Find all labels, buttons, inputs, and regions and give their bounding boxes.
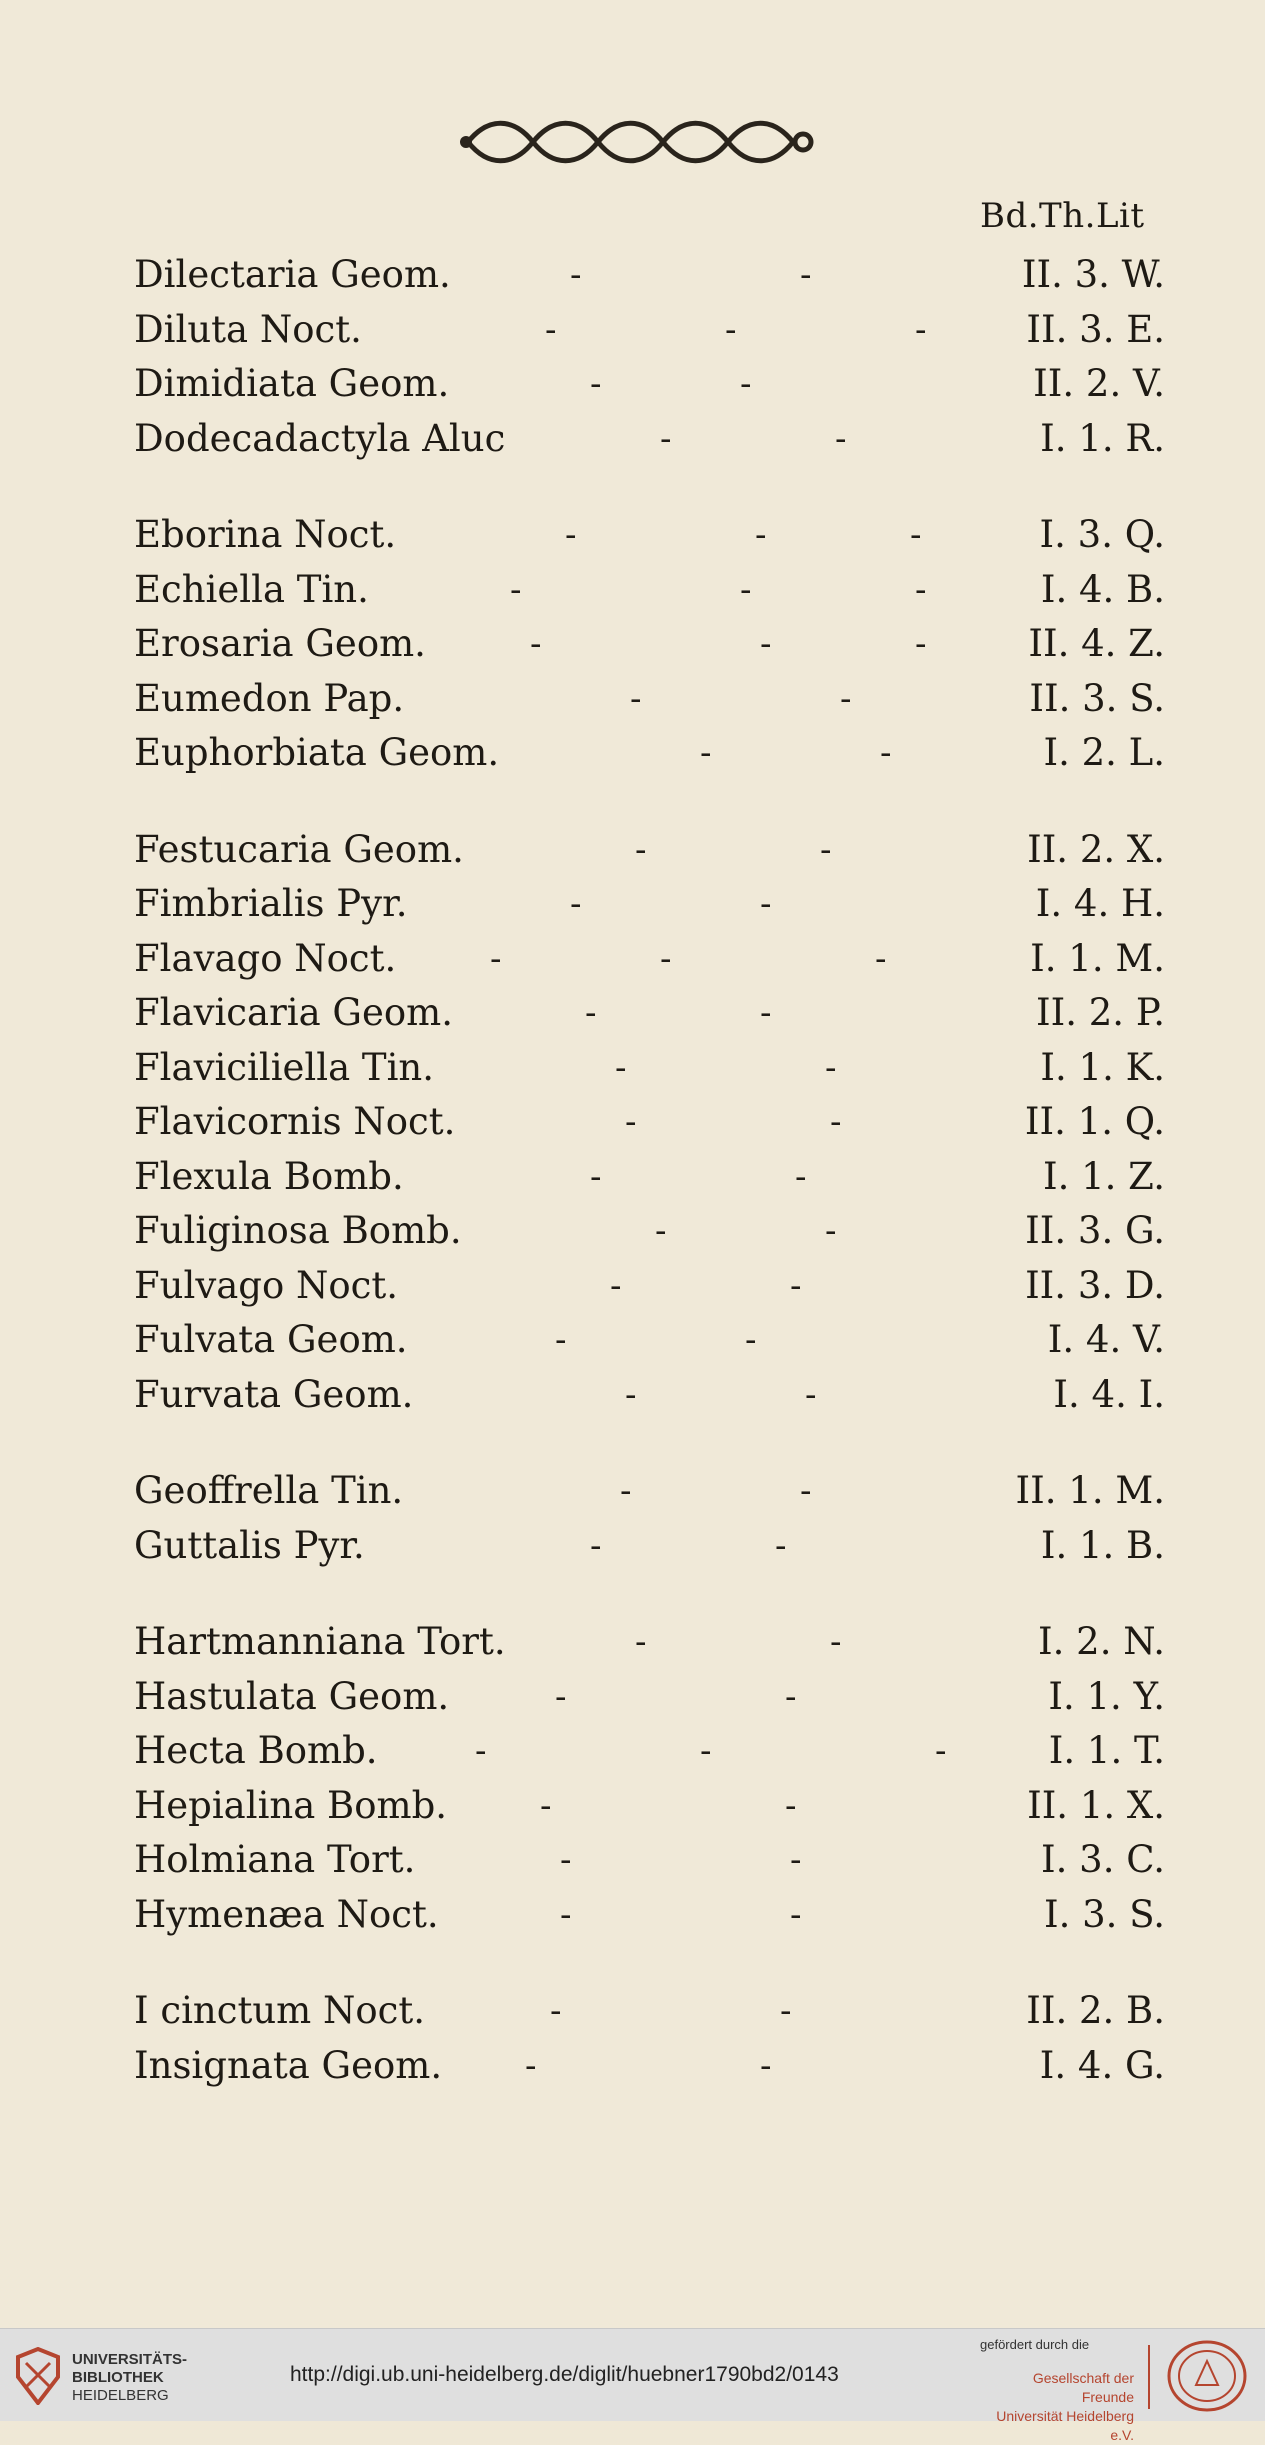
list-item <box>0 1726 1265 1776</box>
list-item <box>0 1672 1265 1722</box>
university-seal-icon <box>1166 2339 1248 2413</box>
species-name: Holmiana Tort. <box>134 1838 416 1881</box>
species-name: Flexula Bomb. <box>134 1155 404 1198</box>
leader-dash: - <box>760 624 772 664</box>
leader-dash: - <box>800 1471 812 1511</box>
volume-reference: II. 3. E. <box>1026 308 1165 351</box>
library-name <box>72 2351 187 2405</box>
list-item <box>0 1890 1265 1940</box>
volume-reference: I. 2. N. <box>1038 1620 1165 1663</box>
volume-reference: II. 1. X. <box>1027 1784 1165 1827</box>
ornament-icon <box>458 112 820 172</box>
species-name: Geoffrella Tin. <box>134 1469 404 1512</box>
species-name: Erosaria Geom. <box>134 622 426 665</box>
leader-dash: - <box>795 1157 807 1197</box>
volume-reference: II. 3. W. <box>1021 253 1165 296</box>
leader-dash: - <box>875 939 887 979</box>
volume-reference: I. 4. B. <box>1040 568 1165 611</box>
species-name: I cinctum Noct. <box>134 1989 426 2032</box>
leader-dash: - <box>800 255 812 295</box>
volume-reference: II. 3. S. <box>1029 677 1165 720</box>
library-line-3: HEIDELBERG <box>72 2387 169 2404</box>
volume-reference: II. 2. P. <box>1036 991 1165 1034</box>
leader-dash: - <box>910 515 922 555</box>
footer-bar <box>0 2328 1265 2443</box>
volume-reference: I. 3. C. <box>1041 1838 1165 1881</box>
volume-reference: II. 2. V. <box>1033 362 1165 405</box>
list-item <box>0 1466 1265 1516</box>
leader-dash: - <box>560 1895 572 1935</box>
list-item <box>0 619 1265 669</box>
list-item <box>0 825 1265 875</box>
list-item <box>0 1521 1265 1571</box>
volume-reference: I. 4. G. <box>1039 2044 1165 2087</box>
leader-dash: - <box>660 939 672 979</box>
volume-reference: I. 1. R. <box>1040 417 1165 460</box>
leader-dash: - <box>745 1320 757 1360</box>
leader-dash: - <box>655 1211 667 1251</box>
species-name: Flavicornis Noct. <box>134 1100 456 1143</box>
leader-dash: - <box>915 310 927 350</box>
species-name: Diluta Noct. <box>134 308 362 351</box>
leader-dash: - <box>785 1677 797 1717</box>
list-item <box>0 1206 1265 1256</box>
list-item <box>0 1617 1265 1667</box>
leader-dash: - <box>790 1895 802 1935</box>
volume-reference: II. 1. Q. <box>1024 1100 1165 1143</box>
list-item <box>0 305 1265 355</box>
column-header: Bd.Th.Lit <box>980 196 1145 236</box>
leader-dash: - <box>530 624 542 664</box>
species-name: Fuliginosa Bomb. <box>134 1209 462 1252</box>
library-logo-icon <box>14 2347 62 2405</box>
list-item <box>0 1315 1265 1365</box>
library-line-2: BIBLIOTHEK <box>72 2369 164 2386</box>
leader-dash: - <box>790 1840 802 1880</box>
leader-dash: - <box>630 679 642 719</box>
leader-dash: - <box>555 1320 567 1360</box>
list-item <box>0 1097 1265 1147</box>
species-name: Euphorbiata Geom. <box>134 731 500 774</box>
leader-dash: - <box>585 993 597 1033</box>
leader-dash: - <box>835 419 847 459</box>
society-name <box>982 2369 1134 2445</box>
leader-dash: - <box>490 939 502 979</box>
list-item <box>0 565 1265 615</box>
volume-reference: I. 4. H. <box>1035 882 1165 925</box>
leader-dash: - <box>625 1375 637 1415</box>
leader-dash: - <box>565 515 577 555</box>
list-item <box>0 934 1265 984</box>
species-name: Eumedon Pap. <box>134 677 405 720</box>
species-name: Hastulata Geom. <box>134 1675 450 1718</box>
list-item <box>0 1261 1265 1311</box>
list-item <box>0 1986 1265 2036</box>
species-name: Dilectaria Geom. <box>134 253 451 296</box>
volume-reference: II. 4. Z. <box>1028 622 1165 665</box>
list-item <box>0 988 1265 1038</box>
species-name: Guttalis Pyr. <box>134 1524 365 1567</box>
society-line-2: Universität Heidelberg e.V. <box>996 2408 1134 2443</box>
volume-reference: I. 3. Q. <box>1039 513 1165 556</box>
volume-reference: I. 3. S. <box>1044 1893 1165 1936</box>
species-name: Flavicaria Geom. <box>134 991 453 1034</box>
leader-dash: - <box>620 1471 632 1511</box>
species-name: Echiella Tin. <box>134 568 369 611</box>
species-name: Fulvago Noct. <box>134 1264 399 1307</box>
species-name: Insignata Geom. <box>134 2044 443 2087</box>
volume-reference: II. 3. G. <box>1025 1209 1165 1252</box>
list-item <box>0 250 1265 300</box>
leader-dash: - <box>700 1731 712 1771</box>
volume-reference: I. 2. L. <box>1043 731 1165 774</box>
leader-dash: - <box>635 830 647 870</box>
leader-dash: - <box>760 884 772 924</box>
leader-dash: - <box>790 1266 802 1306</box>
leader-dash: - <box>935 1731 947 1771</box>
list-item <box>0 2041 1265 2091</box>
leader-dash: - <box>590 1526 602 1566</box>
list-item <box>0 1043 1265 1093</box>
leader-dash: - <box>825 1048 837 1088</box>
leader-dash: - <box>760 2046 772 2086</box>
leader-dash: - <box>590 1157 602 1197</box>
leader-dash: - <box>590 364 602 404</box>
list-item <box>0 359 1265 409</box>
volume-reference: II. 1. M. <box>1015 1469 1165 1512</box>
leader-dash: - <box>805 1375 817 1415</box>
funded-by-label: gefördert durch die <box>980 2337 1090 2352</box>
leader-dash: - <box>475 1731 487 1771</box>
volume-reference: II. 2. B. <box>1026 1989 1165 2032</box>
leader-dash: - <box>560 1840 572 1880</box>
leader-dash: - <box>820 830 832 870</box>
volume-reference: I. 4. V. <box>1047 1318 1165 1361</box>
library-line-1: UNIVERSITÄTS- <box>72 2351 188 2368</box>
leader-dash: - <box>555 1677 567 1717</box>
volume-reference: I. 1. T. <box>1048 1729 1165 1772</box>
leader-dash: - <box>570 255 582 295</box>
list-item <box>0 1370 1265 1420</box>
list-item <box>0 1835 1265 1885</box>
leader-dash: - <box>725 310 737 350</box>
leader-dash: - <box>540 1786 552 1826</box>
list-item <box>0 728 1265 778</box>
list-item <box>0 510 1265 560</box>
species-name: Hartmanniana Tort. <box>134 1620 506 1663</box>
volume-reference: I. 1. K. <box>1040 1046 1165 1089</box>
list-item <box>0 674 1265 724</box>
species-name: Eborina Noct. <box>134 513 397 556</box>
species-name: Festucaria Geom. <box>134 828 464 871</box>
leader-dash: - <box>525 2046 537 2086</box>
species-name: Hepialina Bomb. <box>134 1784 448 1827</box>
leader-dash: - <box>545 310 557 350</box>
leader-dash: - <box>615 1048 627 1088</box>
volume-reference: I. 1. Y. <box>1048 1675 1165 1718</box>
volume-reference: I. 1. M. <box>1030 937 1165 980</box>
species-name: Hecta Bomb. <box>134 1729 378 1772</box>
leader-dash: - <box>915 624 927 664</box>
species-name: Fimbrialis Pyr. <box>134 882 408 925</box>
leader-dash: - <box>700 733 712 773</box>
species-name: Dimidiata Geom. <box>134 362 450 405</box>
species-name: Furvata Geom. <box>134 1373 414 1416</box>
volume-reference: I. 1. B. <box>1040 1524 1165 1567</box>
leader-dash: - <box>550 1991 562 2031</box>
footer-divider <box>1148 2345 1150 2409</box>
leader-dash: - <box>755 515 767 555</box>
leader-dash: - <box>775 1526 787 1566</box>
leader-dash: - <box>915 570 927 610</box>
species-name: Flavago Noct. <box>134 937 397 980</box>
volume-reference: I. 1. Z. <box>1042 1155 1165 1198</box>
list-item <box>0 414 1265 464</box>
leader-dash: - <box>830 1622 842 1662</box>
leader-dash: - <box>760 993 772 1033</box>
list-item <box>0 879 1265 929</box>
leader-dash: - <box>825 1211 837 1251</box>
list-item <box>0 1781 1265 1831</box>
leader-dash: - <box>635 1622 647 1662</box>
permalink-url[interactable]: http://digi.ub.uni-heidelberg.de/diglit/huebner1790bd2/0143 <box>290 2363 839 2386</box>
volume-reference: II. 3. D. <box>1025 1264 1165 1307</box>
leader-dash: - <box>780 1991 792 2031</box>
leader-dash: - <box>740 570 752 610</box>
leader-dash: - <box>625 1102 637 1142</box>
species-name: Hymenæa Noct. <box>134 1893 439 1936</box>
volume-reference: I. 4. I. <box>1053 1373 1165 1416</box>
list-item <box>0 1152 1265 1202</box>
leader-dash: - <box>660 419 672 459</box>
species-name: Flaviciliella Tin. <box>134 1046 435 1089</box>
leader-dash: - <box>740 364 752 404</box>
leader-dash: - <box>785 1786 797 1826</box>
species-name: Dodecadactyla Aluc <box>134 417 506 460</box>
species-name: Fulvata Geom. <box>134 1318 408 1361</box>
society-line-1: Gesellschaft der Freunde <box>1032 2370 1134 2405</box>
leader-dash: - <box>610 1266 622 1306</box>
leader-dash: - <box>510 570 522 610</box>
volume-reference: II. 2. X. <box>1027 828 1165 871</box>
leader-dash: - <box>880 733 892 773</box>
leader-dash: - <box>840 679 852 719</box>
leader-dash: - <box>570 884 582 924</box>
leader-dash: - <box>830 1102 842 1142</box>
